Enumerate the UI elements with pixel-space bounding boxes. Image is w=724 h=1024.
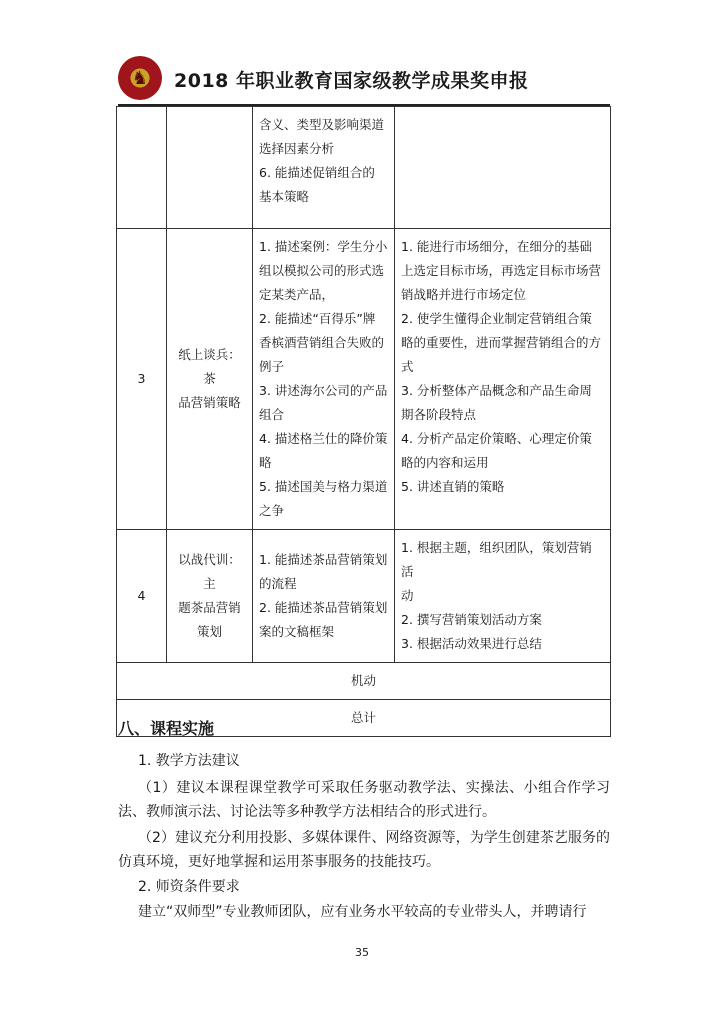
subsection-title: 1. 教学方法建议 [138, 753, 240, 769]
table-row [117, 107, 611, 229]
paragraph: （2）建议充分利用投影、多媒体课件、网络资源等，为学生创建茶艺服务的仿真环境，更好地掌握和运用茶事服务的技能技巧。 [118, 830, 610, 870]
paragraph: 建立“双师型”专业教师团队，应有业务水平较高的专业带头人，并聘请行 [138, 904, 587, 920]
teaching-requirements: 1. 能进行市场细分，在细分的基础 上选定目标市场，再选定目标市场营 销战略并进行市场定位 2. 使学生懂得企业制定营销组合策 略的重要性，进而掌握营销组合的方 式 3. 分析整体产品概念和产品生命周 期各阶段特点 4. 分析产品定价策略、心理定价策 略的内容和运用 5. 讲述直销的策略 [395, 229, 611, 530]
table-row [117, 229, 611, 530]
row-number [117, 107, 167, 229]
page-number: 35 [355, 946, 369, 959]
page-header [118, 56, 618, 104]
row-number: 4 [117, 530, 167, 663]
unit-name: 纸上谈兵：茶 品营销策略 [167, 229, 253, 530]
flex-label: 机动 [117, 663, 611, 700]
teaching-content: 1. 描述案例：学生分小 组以模拟公司的形式选 定某类产品， 2. 能描述“百得乐”牌 香槟酒营销组合失败的 例子 3. 讲述海尔公司的产品 组合 4. 描述格兰仕的降价策 略 5. 描述国美与格力渠道 之争 [253, 229, 395, 530]
course-plan-table [116, 106, 611, 737]
unit-name [167, 107, 253, 229]
table-row [117, 530, 611, 663]
total-label: 总计 [117, 700, 611, 737]
header-title: 2018 年职业教育国家级教学成果奖申报 [174, 70, 529, 92]
teaching-requirements: 1. 根据主题，组织团队，策划营销活 动 2. 撰写营销策划活动方案 3. 根据活动效果进行总结 [395, 530, 611, 663]
school-emblem-icon: ♞ [118, 56, 162, 100]
section-title: 八、课程实施 [118, 719, 215, 738]
teaching-content: 含义、类型及影响渠道 选择因素分析 6. 能描述促销组合的 基本策略 [253, 107, 395, 229]
flex-row [117, 663, 611, 700]
row-number: 3 [117, 229, 167, 530]
teaching-requirements [395, 107, 611, 229]
paragraph: （1）建议本课程课堂教学可采取任务驱动教学法、实操法、小组合作学习法、教师演示法、讨论法等多种教学方法相结合的形式进行。 [118, 780, 610, 820]
subsection-title: 2. 师资条件要求 [138, 879, 240, 895]
unit-name: 以战代训：主 题茶品营销 策划 [167, 530, 253, 663]
teaching-content: 1. 能描述茶品营销策划 的流程 2. 能描述茶品营销策划 案的文稿框架 [253, 530, 395, 663]
